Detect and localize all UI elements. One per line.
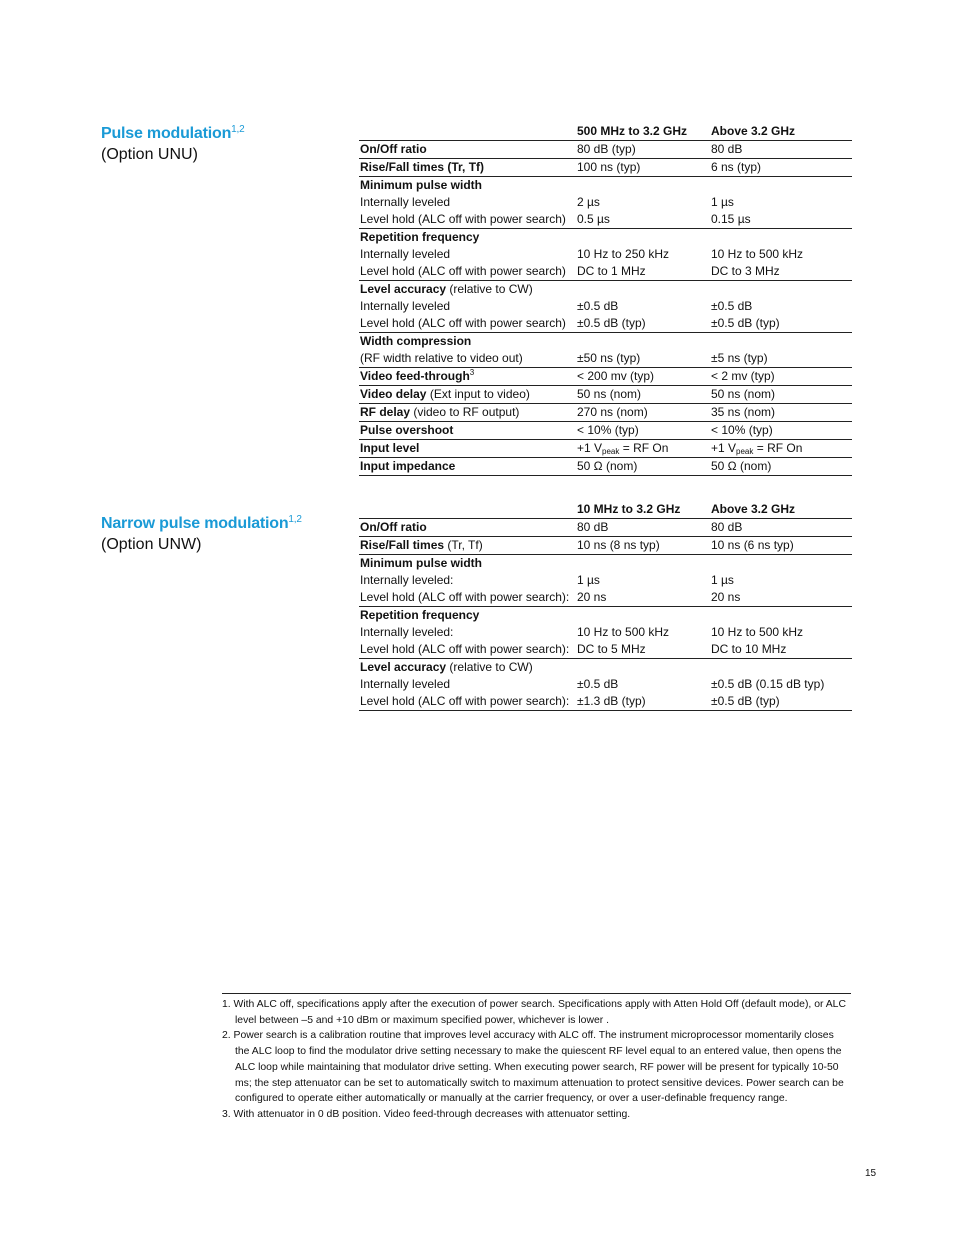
table-row: Level hold (ALC off with power search): DC to 5 MHz DC to 10 MHz bbox=[359, 641, 852, 659]
footnote: 3. With attenuator in 0 dB position. Video feed-through decreases with attenuator setting. bbox=[222, 1108, 631, 1120]
pulse-modulation-table bbox=[359, 123, 852, 476]
table-header-row bbox=[359, 123, 852, 141]
page-number: 15 bbox=[865, 1168, 877, 1179]
table-row: Minimum pulse width bbox=[360, 178, 482, 192]
column-header: Above 3.2 GHz bbox=[710, 123, 852, 141]
table-row: Internally leveled ±0.5 dB ±0.5 dB (0.15 dB typ) bbox=[360, 677, 825, 691]
footnotes bbox=[222, 993, 851, 1123]
section-title: Pulse modulation$^{1,2}$ bbox=[101, 124, 245, 142]
table-row: Level accuracy (relative to CW) bbox=[360, 282, 533, 296]
table-row: RF delay (video to RF output) 270 ns (nom) 35 ns (nom) bbox=[359, 404, 852, 422]
table-row: Level hold (ALC off with power search): 20 ns 20 ns bbox=[359, 589, 852, 607]
table-row: Internally leveled 10 Hz to 250 kHz 10 Hz to 500 kHz bbox=[360, 247, 804, 261]
table-header-row bbox=[359, 501, 852, 519]
table-row: On/Off ratio 80 dB (typ) 80 dB bbox=[359, 141, 852, 159]
table-row: Rise/Fall times (Tr, Tf) 100 ns (typ) 6 ns (typ) bbox=[359, 159, 852, 177]
table-row: Width compression bbox=[360, 334, 472, 348]
table-row: Repetition frequency bbox=[360, 230, 480, 244]
table-row: Input impedance 50 Ω (nom) 50 Ω (nom) bbox=[359, 458, 852, 476]
section-title: Narrow pulse modulation$^{1,2}$ bbox=[101, 514, 302, 532]
footnote: 2. Power search is a calibration routine that improves level accuracy with ALC off. The instrument microprocessor momentarily closes the ALC loop to find the modulator drive setting necessary to make the quiescent RF level equal to an entered value, then opens the ALC loop while maintaining that modulator drive setting. When executing power search, RF power will be present for typically 10-50 ms; the step attenuator can be set to automatically switch to maximum attenuation to protect sensitive devices. Power search can be configured to operate either automatically or manually at the carrier frequency, or over a user-definable frequency range. bbox=[222, 1030, 844, 1105]
column-header: Above 3.2 GHz bbox=[710, 501, 852, 519]
footnote: 1. With ALC off, specifications apply after the execution of power search. Specifications apply with Atten Hold Off (default mode), or ALC level between –5 and +10 dBm or maximum specified power, whichever is lower . bbox=[222, 999, 846, 1026]
table-row: Rise/Fall times (Tr, Tf) 10 ns (8 ns typ) 10 ns (6 ns typ) bbox=[359, 537, 852, 555]
table-row: Internally leveled: 10 Hz to 500 kHz 10 Hz to 500 kHz bbox=[360, 625, 804, 639]
table-row: Video feed-through$^3$ < 200 mv (typ) < 2 mv (typ) bbox=[359, 368, 852, 386]
section-subtitle: (Option UNW) bbox=[101, 536, 202, 553]
narrow-pulse-modulation-table bbox=[359, 501, 852, 711]
table-row: Level accuracy (relative to CW) bbox=[360, 660, 533, 674]
table-row: Internally leveled: 1 µs 1 µs bbox=[360, 573, 734, 587]
column-header: 10 MHz to 3.2 GHz bbox=[576, 501, 710, 519]
table-row: Level hold (ALC off with power search) 0.5 µs 0.15 µs bbox=[359, 211, 852, 229]
table-row: Level hold (ALC off with power search) DC to 1 MHz DC to 3 MHz bbox=[359, 263, 852, 281]
table-row: Level hold (ALC off with power search): ±1.3 dB (typ) ±0.5 dB (typ) bbox=[359, 693, 852, 711]
table-row: Level hold (ALC off with power search) ±0.5 dB (typ) ±0.5 dB (typ) bbox=[359, 315, 852, 333]
table-row: Pulse overshoot < 10% (typ) < 10% (typ) bbox=[359, 422, 852, 440]
section-heading-narrow-pulse-modulation bbox=[101, 514, 331, 556]
column-header: 500 MHz to 3.2 GHz bbox=[576, 123, 710, 141]
section-subtitle: (Option UNU) bbox=[101, 146, 198, 163]
table-row: Internally leveled 2 µs 1 µs bbox=[360, 195, 734, 209]
table-row: Minimum pulse width bbox=[360, 556, 482, 570]
table-row: Input level +1 $V_{peak}$ = RF On +1 $V_{peak}$ = RF On bbox=[359, 440, 852, 458]
table-row: (RF width relative to video out) ±50 ns (typ) ±5 ns (typ) bbox=[359, 350, 852, 368]
table-row: Video delay (Ext input to video) 50 ns (nom) 50 ns (nom) bbox=[359, 386, 852, 404]
table-row: Repetition frequency bbox=[360, 608, 480, 622]
section-heading-pulse-modulation bbox=[101, 124, 331, 166]
table-row: Internally leveled ±0.5 dB ±0.5 dB bbox=[360, 299, 753, 313]
table-row: On/Off ratio 80 dB 80 dB bbox=[359, 519, 852, 537]
